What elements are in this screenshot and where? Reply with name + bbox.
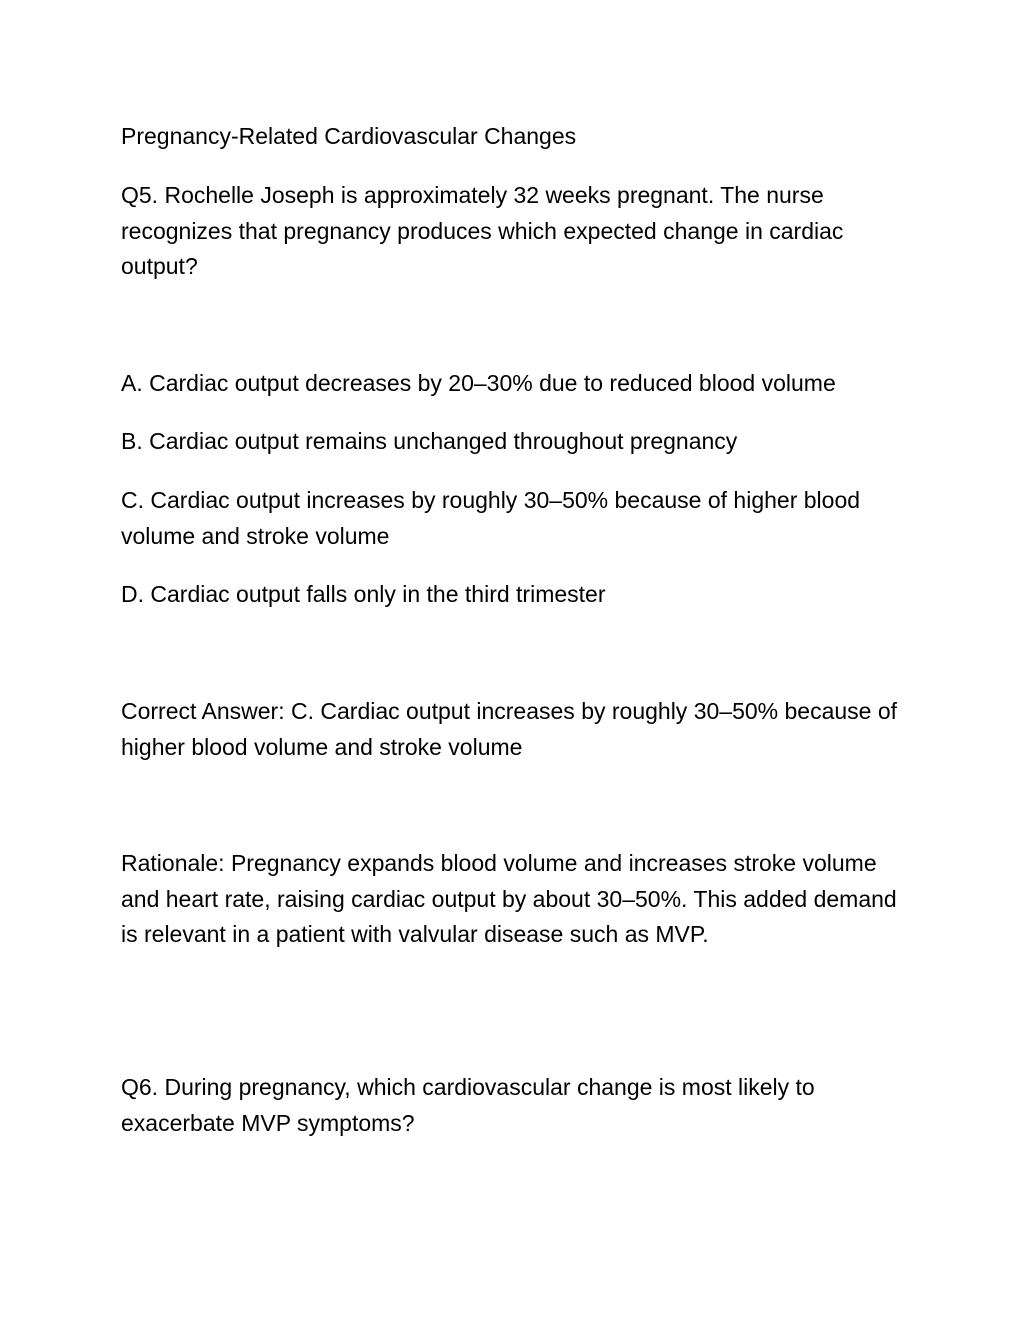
option-c: C. Cardiac output increases by roughly 30–50% because of higher blood volume and stroke volume [121, 487, 861, 549]
section-title: Pregnancy-Related Cardiovascular Changes [121, 123, 577, 149]
option-b: B. Cardiac output remains unchanged throughout pregnancy [121, 428, 738, 454]
rationale: Rationale: Pregnancy expands blood volume and increases stroke volume and heart rate, raising cardiac output by about 30–50%. This added demand is relevant in a patient with valvular disease such as MVP. [121, 850, 897, 947]
option-d: D. Cardiac output falls only in the third trimester [121, 581, 606, 607]
option-a: A. Cardiac output decreases by 20–30% due to reduced blood volume [121, 370, 836, 396]
question-q6: Q6. During pregnancy, which cardiovascular change is most likely to exacerbate MVP symptoms? [121, 1074, 815, 1136]
correct-answer: Correct Answer: C. Cardiac output increases by roughly 30–50% because of higher blood volume and stroke volume [121, 698, 898, 760]
question-q5: Q5. Rochelle Joseph is approximately 32 weeks pregnant. The nurse recognizes that pregnancy produces which expected change in cardiac output? [121, 182, 844, 279]
